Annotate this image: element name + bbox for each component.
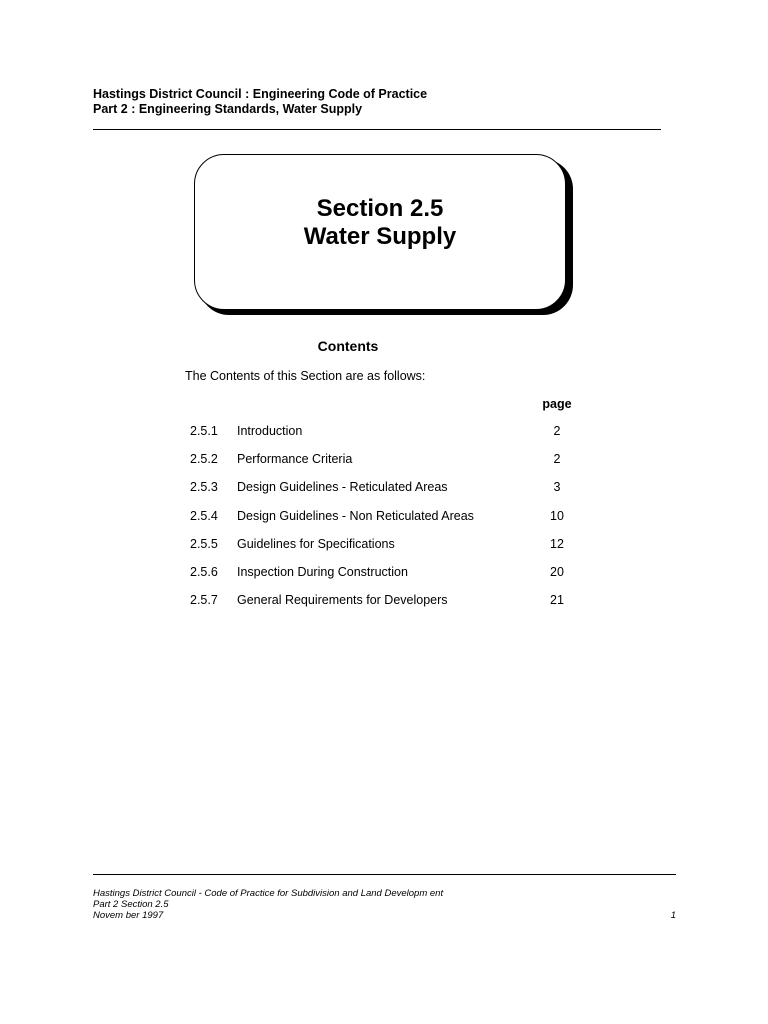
footer-title: Hastings District Council - Code of Practice for Subdivision and Land Developm ent	[93, 888, 444, 899]
toc-number: 2.5.5	[190, 536, 218, 551]
contents-heading: Contents	[317, 338, 379, 354]
toc-row	[190, 452, 590, 480]
toc-title: Guidelines for Specifications	[237, 536, 395, 551]
toc-page: 10	[550, 508, 564, 523]
toc-title: Design Guidelines - Reticulated Areas	[237, 480, 448, 495]
toc-row	[190, 537, 590, 565]
toc-title: Introduction	[237, 424, 303, 438]
toc-number: 2.5.6	[190, 564, 218, 579]
section-title	[194, 195, 566, 251]
contents-intro: The Contents of this Section are as follows:	[185, 369, 426, 383]
toc-number: 2.5.1	[190, 424, 218, 438]
footer-page-number: 1	[670, 910, 676, 921]
toc-page: 3	[553, 480, 561, 495]
toc-title: General Requirements for Developers	[237, 593, 448, 608]
toc-row	[190, 509, 590, 537]
section-number: Section 2.5	[316, 195, 444, 222]
toc-page: 20	[550, 564, 564, 579]
header-subtitle: Part 2 : Engineering Standards, Water Supply	[93, 102, 363, 116]
toc-title: Design Guidelines - Non Reticulated Areas	[237, 508, 474, 523]
toc-row	[190, 424, 590, 452]
header-title: Hastings District Council : Engineering Code of Practice	[93, 87, 428, 101]
toc-number: 2.5.7	[190, 593, 218, 608]
toc-row	[190, 565, 590, 593]
toc-number: 2.5.2	[190, 452, 218, 467]
toc-page: 2	[553, 424, 561, 438]
toc-page: 12	[550, 536, 564, 551]
footer-section: Part 2 Section 2.5	[93, 899, 169, 910]
page-column-header: page	[542, 397, 572, 411]
toc-page: 2	[553, 452, 561, 467]
toc-number: 2.5.4	[190, 508, 218, 523]
toc-number: 2.5.3	[190, 480, 218, 495]
footer-divider	[93, 874, 676, 875]
document-header	[93, 87, 427, 117]
footer-date: Novem ber 1997	[93, 910, 164, 921]
toc-page: 21	[550, 593, 564, 608]
document-footer	[93, 888, 676, 921]
toc-row	[190, 480, 590, 508]
table-of-contents	[190, 424, 590, 621]
section-name: Water Supply	[303, 223, 457, 250]
toc-row	[190, 593, 590, 621]
toc-title: Performance Criteria	[237, 452, 353, 467]
toc-title: Inspection During Construction	[237, 564, 408, 579]
header-divider	[93, 129, 661, 130]
